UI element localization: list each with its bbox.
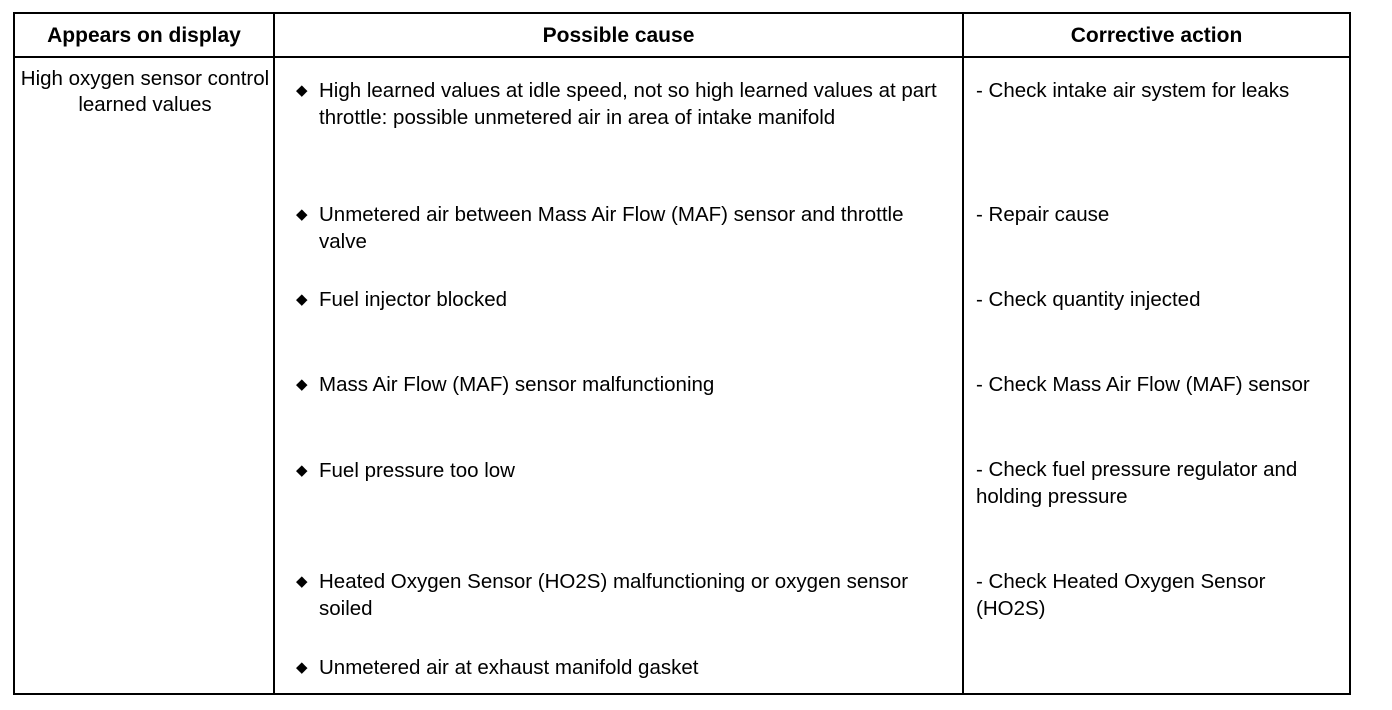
action-text: - Check fuel pressure regulator and holding pressure bbox=[976, 458, 1298, 508]
cause-item bbox=[294, 654, 954, 681]
action-text: - Repair cause bbox=[976, 203, 1110, 226]
action-text: - Check intake air system for leaks bbox=[976, 79, 1290, 102]
cause-text: Fuel injector blocked bbox=[319, 288, 508, 311]
diamond-bullet-icon: ◆ bbox=[296, 462, 308, 479]
display-condition: High oxygen sensor control learned values bbox=[20, 67, 270, 116]
cause-text: Unmetered air at exhaust manifold gasket bbox=[319, 656, 699, 679]
header-possible-cause: Possible cause bbox=[542, 24, 695, 47]
cause-item bbox=[294, 286, 954, 313]
diamond-bullet-icon: ◆ bbox=[296, 573, 308, 590]
diamond-bullet-icon: ◆ bbox=[296, 659, 308, 676]
cause-item bbox=[294, 568, 954, 622]
column-divider-2 bbox=[962, 14, 964, 693]
cause-text: Fuel pressure too low bbox=[319, 459, 515, 482]
cause-item bbox=[294, 77, 954, 131]
diamond-bullet-icon: ◆ bbox=[296, 206, 308, 223]
header-corrective-action: Corrective action bbox=[1070, 24, 1243, 47]
cause-item bbox=[294, 201, 954, 255]
cause-item bbox=[294, 457, 954, 484]
diamond-bullet-icon: ◆ bbox=[296, 291, 308, 308]
header-appears-on-display: Appears on display bbox=[47, 24, 241, 47]
cause-text: Mass Air Flow (MAF) sensor malfunctioning bbox=[319, 373, 715, 396]
action-text: - Check quantity injected bbox=[976, 288, 1201, 311]
diagnosis-table bbox=[13, 12, 1351, 695]
diamond-bullet-icon: ◆ bbox=[296, 376, 308, 393]
action-text: - Check Mass Air Flow (MAF) sensor bbox=[976, 373, 1310, 396]
cause-text: High learned values at idle speed, not so high learned values at part throttle: possible unmetered air in area of intake manifold bbox=[319, 79, 937, 129]
cause-text: Heated Oxygen Sensor (HO2S) malfunctioning or oxygen sensor soiled bbox=[319, 570, 909, 620]
cause-item bbox=[294, 371, 954, 398]
action-text: - Check Heated Oxygen Sensor (HO2S) bbox=[976, 570, 1266, 620]
diamond-bullet-icon: ◆ bbox=[296, 82, 308, 99]
cause-text: Unmetered air between Mass Air Flow (MAF) sensor and throttle valve bbox=[319, 203, 904, 253]
